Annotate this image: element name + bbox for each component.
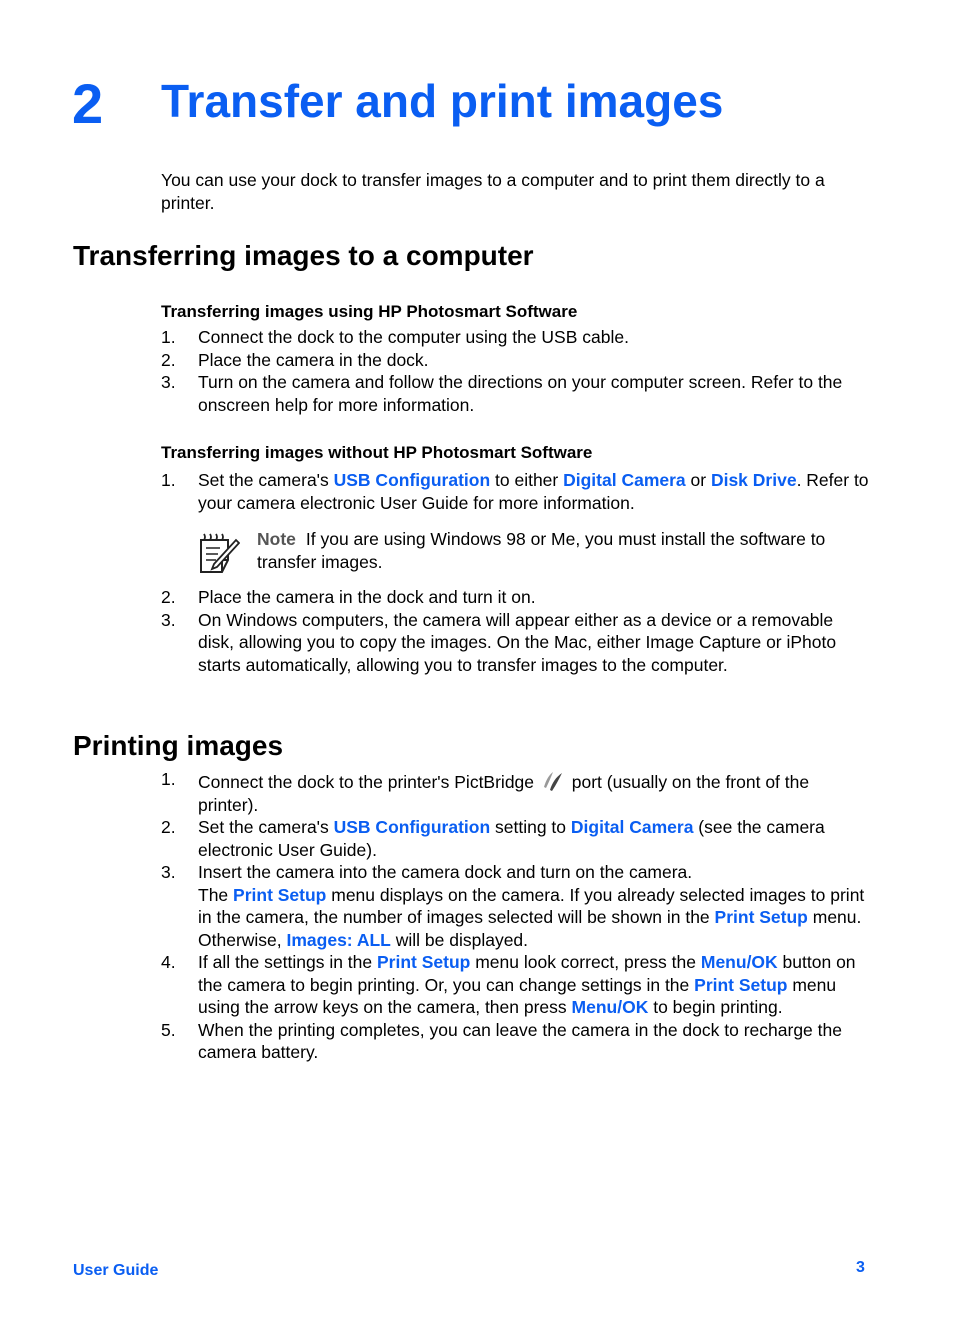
step-text: Connect the dock to the printer's PictBridge (198, 772, 539, 792)
page-number: 3 (856, 1259, 865, 1276)
digital-camera-link: Digital Camera (570, 817, 694, 837)
step-text: will be displayed. (390, 929, 529, 950)
step-text: Insert the camera into the camera dock and turn on the camera. (198, 862, 693, 882)
menu-ok-link: Menu/OK (700, 952, 778, 972)
step-number: 5. (161, 1019, 176, 1040)
step-text: The (198, 884, 234, 905)
steps-without-software (161, 469, 873, 676)
digital-camera-link: Digital Camera (563, 470, 686, 490)
pictbridge-icon (541, 770, 565, 792)
step-number: 3. (161, 609, 176, 630)
step-text: Set the camera's (198, 470, 334, 490)
usb-configuration-link: USB Configuration (333, 817, 491, 837)
list-item (161, 349, 873, 372)
step-text: (see the camera electronic User Guide). (198, 817, 825, 860)
list-item (161, 770, 873, 816)
list-item (161, 469, 873, 576)
step-text: If all the settings in the (198, 952, 377, 972)
chapter-title: Transfer and print images (161, 75, 724, 127)
step-text: menu displays on the camera. If you already selected images to print in the camera, the number of images selected will be shown in the (198, 884, 865, 927)
step-text: On Windows computers, the camera will appear either as a device or a removable disk, allowing you to copy the images. On the Mac, either Image Capture or iPhoto starts automatically, allowing you to transfer images to the computer. (198, 609, 837, 675)
list-item (161, 586, 873, 609)
step-text: to either (490, 470, 564, 490)
list-item (161, 371, 873, 416)
step-text: setting to (490, 817, 571, 837)
step-text: Connect the dock to the computer using the USB cable. (198, 327, 629, 347)
list-item (161, 1019, 873, 1064)
step-text: When the printing completes, you can leave the camera in the dock to recharge the camera battery. (198, 1019, 842, 1062)
intro-paragraph: You can use your dock to transfer images to a computer and to print them directly to a printer. (161, 170, 825, 213)
section-heading-printing: Printing images (73, 730, 284, 761)
step-number: 1. (161, 327, 176, 347)
step-text: or (685, 470, 711, 490)
chapter-number: 2 (72, 72, 104, 135)
steps-printing (161, 770, 873, 1064)
print-setup-link: Print Setup (694, 974, 788, 995)
step-text: button on the camera to begin printing. Or, you can change settings in the (198, 952, 856, 995)
disk-drive-link: Disk Drive (710, 470, 797, 490)
step-number: 3. (161, 372, 176, 392)
step-number: 2. (161, 349, 176, 370)
step-number: 3. (161, 862, 176, 882)
step-text: Place the camera in the dock and turn it on. (198, 587, 536, 607)
print-setup-link: Print Setup (714, 907, 808, 927)
print-setup-link: Print Setup (377, 952, 471, 972)
menu-ok-link: Menu/OK (571, 997, 649, 1017)
step-number: 1. (161, 470, 176, 490)
note-icon (198, 530, 240, 574)
step-text: menu using the arrow keys on the camera, then press (198, 974, 837, 1017)
step-text: menu. Otherwise, (198, 907, 862, 950)
step-text: . Refer to your camera electronic User Guide for more information. (198, 470, 869, 513)
note-box (198, 528, 873, 576)
note-text: If you are using Windows 98 or Me, you must install the software to transfer images. (257, 529, 826, 572)
footer-guide-title: User Guide (73, 1262, 159, 1279)
list-item (161, 326, 873, 349)
print-setup-link: Print Setup (233, 884, 327, 905)
list-item (161, 816, 873, 861)
step-text: Place the camera in the dock. (198, 349, 429, 370)
step-text: port (usually on the front of the printer). (198, 772, 810, 815)
section-heading-transferring: Transferring images to a computer (73, 240, 534, 271)
steps-with-software (161, 326, 873, 416)
list-item (161, 951, 873, 1019)
list-item (161, 609, 873, 677)
step-number: 2. (161, 817, 176, 837)
images-all-link: Images: ALL (286, 929, 391, 950)
step-text: Turn on the camera and follow the directions on your computer screen. Refer to the onscreen help for more information. (198, 372, 843, 415)
usb-configuration-link: USB Configuration (333, 470, 491, 490)
subheading-with-software: Transferring images using HP Photosmart Software (161, 302, 578, 321)
step-text: Set the camera's (198, 817, 334, 837)
note-label: Note (257, 529, 296, 549)
subheading-without-software: Transferring images without HP Photosmart Software (161, 443, 593, 462)
step-number: 4. (161, 952, 176, 972)
list-item (161, 861, 873, 951)
step-text: to begin printing. (648, 997, 783, 1017)
step-number: 1. (161, 769, 176, 789)
step-text: menu look correct, press the (470, 952, 701, 972)
step-number: 2. (161, 587, 176, 607)
